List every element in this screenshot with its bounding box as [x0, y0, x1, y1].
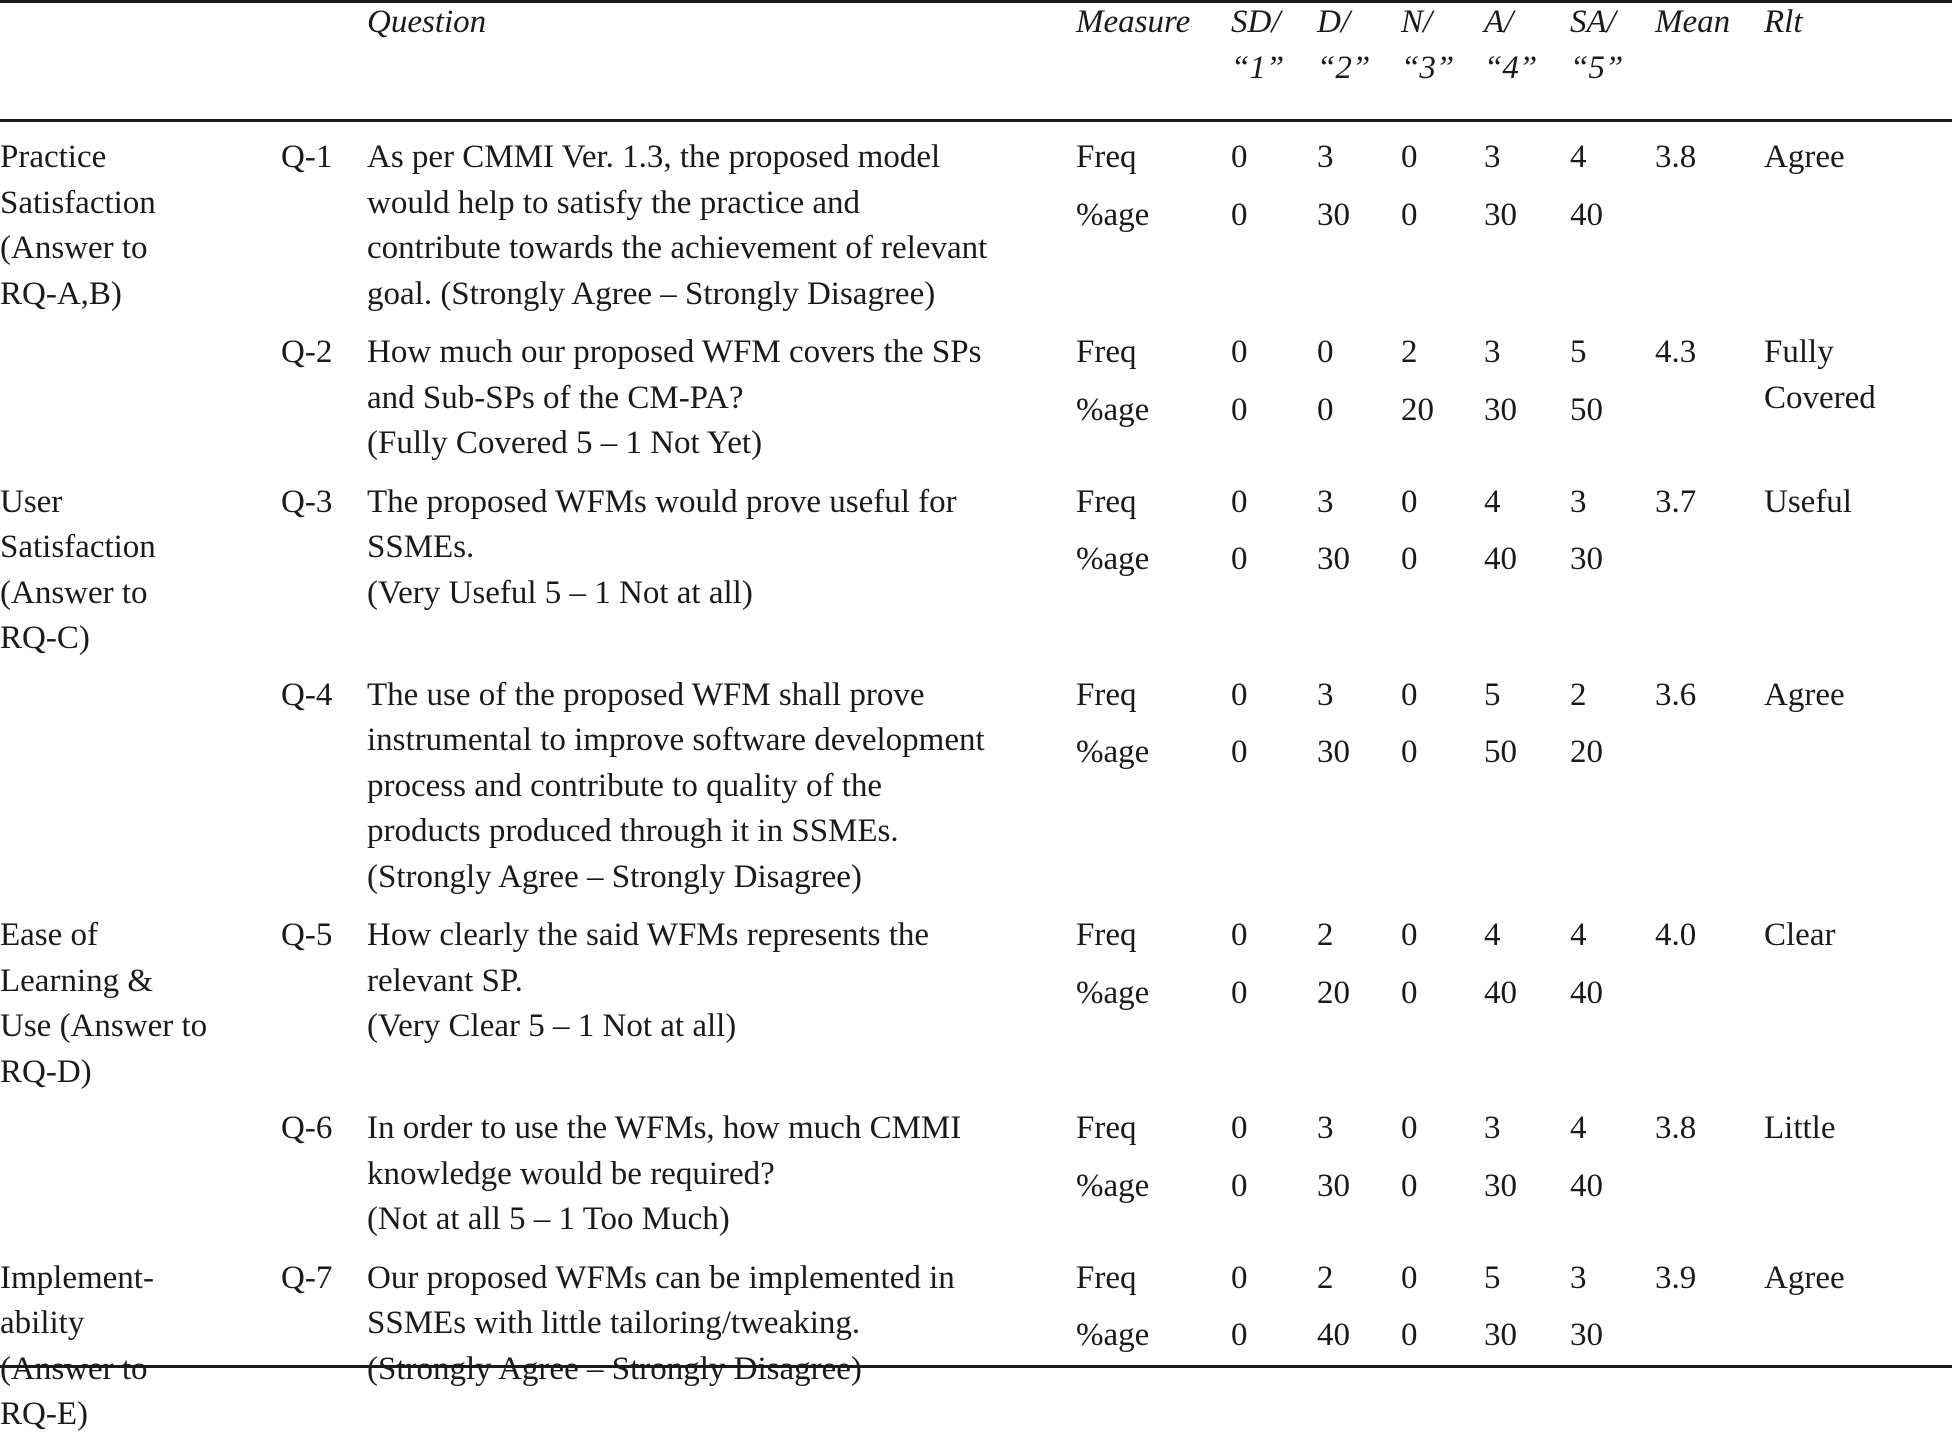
category-line: Practice: [0, 139, 107, 175]
sa-value: 4: [1570, 139, 1587, 175]
header-category: [0, 0, 281, 122]
a-cell: [1484, 469, 1570, 662]
category-line: Implement-: [0, 1259, 154, 1296]
category-cell: [0, 469, 281, 662]
n-value: 0: [1401, 974, 1418, 1011]
question-id-cell: Q-3: [281, 483, 333, 520]
measure-value: Freq: [1076, 483, 1137, 520]
a-cell: [1484, 902, 1570, 1095]
question-line: relevant SP.: [367, 962, 523, 999]
n-value: 0: [1401, 734, 1418, 770]
a-value: 30: [1484, 196, 1517, 233]
category-line: Use (Answer to: [0, 1008, 208, 1044]
n-value: 0: [1401, 483, 1418, 520]
sd-cell: [1231, 469, 1317, 662]
a-value: 4: [1484, 917, 1501, 953]
d-value: 20: [1317, 974, 1350, 1011]
category-line: (Answer to: [0, 574, 148, 611]
table-body: [0, 122, 1952, 1438]
measure-value: Freq: [1076, 139, 1137, 175]
sd-value: 0: [1231, 541, 1248, 577]
n-cell: [1401, 1245, 1484, 1438]
category-line: RQ-C): [0, 620, 90, 656]
result-cell: [1764, 902, 1952, 1095]
measure-value: Freq: [1076, 676, 1137, 713]
sd-value: 0: [1231, 483, 1248, 520]
sa-cell: [1570, 902, 1655, 1095]
question-line: (Very Useful 5 – 1 Not at all): [367, 574, 753, 611]
a-cell: [1484, 662, 1570, 903]
sd-value: 0: [1231, 1110, 1248, 1146]
a-value: 5: [1484, 1259, 1501, 1296]
n-value: 0: [1401, 1110, 1418, 1146]
sd-value: 0: [1231, 676, 1248, 713]
a-cell: [1484, 1095, 1570, 1245]
header-sa-label: SA/: [1570, 4, 1616, 40]
sd-cell: [1231, 122, 1317, 319]
sd-value: 0: [1231, 334, 1248, 370]
sa-value: 5: [1570, 334, 1587, 370]
measure-value: %age: [1076, 974, 1150, 1011]
question-line: As per CMMI Ver. 1.3, the proposed model: [367, 139, 941, 175]
category-line: User: [0, 483, 63, 520]
a-value: 30: [1484, 1317, 1517, 1353]
category-cell: [0, 1095, 281, 1245]
measure-value: %age: [1076, 541, 1150, 577]
mean-cell: 3.8: [1655, 1110, 1697, 1146]
sd-value: 0: [1231, 1317, 1248, 1353]
question-line: How clearly the said WFMs represents the: [367, 917, 930, 953]
result-line: Agree: [1764, 1259, 1845, 1296]
sa-value: 40: [1570, 196, 1603, 233]
sa-cell: [1570, 469, 1655, 662]
category-line: Satisfaction: [0, 184, 156, 221]
question-line: contribute towards the achievement of relevant: [367, 230, 988, 266]
d-value: 0: [1317, 334, 1334, 370]
table-row: [0, 319, 1952, 469]
a-value: 30: [1484, 391, 1517, 428]
result-cell: [1764, 1245, 1952, 1438]
header-sd-label: SD/: [1231, 4, 1281, 40]
sd-value: 0: [1231, 391, 1248, 428]
result-line: Clear: [1764, 917, 1836, 953]
table-row: [0, 122, 1952, 319]
category-line: RQ-A,B): [0, 275, 122, 312]
d-value: 30: [1317, 196, 1350, 233]
d-value: 3: [1317, 483, 1334, 520]
question-line: (Fully Covered 5 – 1 Not Yet): [367, 425, 763, 461]
measure-value: Freq: [1076, 334, 1137, 370]
question-id-cell: Q-6: [281, 1110, 333, 1146]
sa-value: 4: [1570, 1110, 1587, 1146]
table-header: [0, 0, 1952, 122]
result-line: Covered: [1764, 379, 1876, 416]
result-cell: [1764, 469, 1952, 662]
n-cell: [1401, 902, 1484, 1095]
d-cell: [1317, 122, 1401, 319]
question-line: knowledge would be required?: [367, 1155, 775, 1192]
header-measure: Measure: [1076, 4, 1191, 40]
n-value: 0: [1401, 541, 1418, 577]
n-value: 0: [1401, 139, 1418, 175]
d-cell: [1317, 319, 1401, 469]
n-value: 0: [1401, 917, 1418, 953]
question-id-cell: Q-5: [281, 917, 333, 953]
category-cell: [0, 1245, 281, 1438]
question-line: (Strongly Agree – Strongly Disagree): [367, 858, 862, 895]
category-cell: [0, 662, 281, 903]
question-cell: [367, 319, 1076, 469]
category-line: RQ-E): [0, 1396, 88, 1432]
sa-value: 40: [1570, 1167, 1603, 1204]
a-value: 3: [1484, 334, 1501, 370]
sa-value: 3: [1570, 483, 1587, 520]
measure-cell: [1076, 1095, 1231, 1245]
n-cell: [1401, 1095, 1484, 1245]
category-cell: [0, 319, 281, 469]
sd-cell: [1231, 662, 1317, 903]
sd-value: 0: [1231, 1167, 1248, 1204]
sa-value: 30: [1570, 1317, 1603, 1353]
measure-cell: [1076, 122, 1231, 319]
n-value: 0: [1401, 1317, 1418, 1353]
a-value: 4: [1484, 483, 1501, 520]
n-cell: [1401, 662, 1484, 903]
mean-cell: 3.9: [1655, 1259, 1697, 1296]
table-row: [0, 1245, 1952, 1438]
d-value: 30: [1317, 1167, 1350, 1204]
sa-cell: [1570, 1245, 1655, 1438]
d-cell: [1317, 1095, 1401, 1245]
result-cell: [1764, 122, 1952, 319]
category-cell: [0, 122, 281, 319]
d-cell: [1317, 662, 1401, 903]
d-value: 3: [1317, 676, 1334, 713]
n-cell: [1401, 319, 1484, 469]
measure-value: %age: [1076, 734, 1150, 770]
sd-value: 0: [1231, 196, 1248, 233]
question-cell: [367, 902, 1076, 1095]
header-a: [1484, 0, 1570, 122]
measure-cell: [1076, 1245, 1231, 1438]
category-line: Satisfaction: [0, 529, 156, 565]
question-line: instrumental to improve software development: [367, 722, 985, 758]
sa-cell: [1570, 662, 1655, 903]
d-cell: [1317, 902, 1401, 1095]
sd-value: 0: [1231, 917, 1248, 953]
question-id-cell: Q-2: [281, 334, 333, 370]
sd-cell: [1231, 319, 1317, 469]
result-line: Little: [1764, 1110, 1836, 1146]
d-value: 2: [1317, 1259, 1334, 1296]
sd-value: 0: [1231, 139, 1248, 175]
result-cell: [1764, 1095, 1952, 1245]
d-value: 30: [1317, 541, 1350, 577]
question-line: would help to satisfy the practice and: [367, 184, 861, 221]
header-sd: [1231, 0, 1317, 122]
question-line: and Sub-SPs of the CM-PA?: [367, 379, 744, 416]
mean-cell: 3.6: [1655, 676, 1697, 713]
result-cell: [1764, 662, 1952, 903]
question-id-cell: Q-1: [281, 139, 333, 175]
header-sd-code: “1”: [1231, 49, 1285, 86]
result-line: Fully: [1764, 334, 1834, 370]
sd-value: 0: [1231, 1259, 1248, 1296]
question-line: SSMEs with little tailoring/tweaking.: [367, 1305, 861, 1341]
question-line: (Not at all 5 – 1 Too Much): [367, 1201, 730, 1237]
table-row: [0, 902, 1952, 1095]
header-n: [1401, 0, 1484, 122]
result-line: Agree: [1764, 676, 1845, 713]
sa-cell: [1570, 1095, 1655, 1245]
category-line: ability: [0, 1305, 85, 1341]
header-d-code: “2”: [1317, 49, 1371, 86]
category-line: RQ-D): [0, 1053, 92, 1090]
sa-value: 50: [1570, 391, 1603, 428]
result-line: Agree: [1764, 139, 1845, 175]
header-n-label: N/: [1401, 4, 1433, 40]
question-line: goal. (Strongly Agree – Strongly Disagree): [367, 275, 936, 312]
question-line: (Strongly Agree – Strongly Disagree): [367, 1350, 862, 1387]
question-id-cell: Q-7: [281, 1259, 333, 1296]
sa-value: 30: [1570, 541, 1603, 577]
header-question: Question: [367, 4, 487, 40]
question-line: The proposed WFMs would prove useful for: [367, 483, 957, 520]
category-line: Ease of: [0, 917, 99, 953]
d-value: 0: [1317, 391, 1334, 428]
category-line: Learning &: [0, 962, 154, 999]
d-cell: [1317, 469, 1401, 662]
measure-cell: [1076, 902, 1231, 1095]
header-rlt: Rlt: [1764, 4, 1803, 40]
a-value: 3: [1484, 139, 1501, 175]
category-cell: [0, 902, 281, 1095]
question-cell: [367, 1245, 1076, 1438]
sa-value: 20: [1570, 734, 1603, 770]
d-value: 30: [1317, 734, 1350, 770]
question-line: (Very Clear 5 – 1 Not at all): [367, 1008, 737, 1044]
mean-cell: 3.7: [1655, 483, 1697, 520]
question-cell: [367, 122, 1076, 319]
a-value: 30: [1484, 1167, 1517, 1204]
sd-value: 0: [1231, 734, 1248, 770]
mean-cell: 4.3: [1655, 334, 1697, 370]
header-a-label: A/: [1484, 4, 1514, 40]
table-row: [0, 469, 1952, 662]
n-cell: [1401, 122, 1484, 319]
category-line: (Answer to: [0, 230, 148, 266]
result-cell: [1764, 319, 1952, 469]
sd-value: 0: [1231, 974, 1248, 1011]
d-value: 40: [1317, 1317, 1350, 1353]
a-value: 50: [1484, 734, 1517, 770]
sa-value: 3: [1570, 1259, 1587, 1296]
mean-cell: 3.8: [1655, 139, 1697, 175]
question-line: process and contribute to quality of the: [367, 767, 883, 804]
question-line: products produced through it in SSMEs.: [367, 813, 899, 849]
n-value: 0: [1401, 1259, 1418, 1296]
d-value: 2: [1317, 917, 1334, 953]
header-d-label: D/: [1317, 4, 1350, 40]
question-line: SSMEs.: [367, 529, 475, 565]
a-cell: [1484, 1245, 1570, 1438]
table-row: [0, 662, 1952, 903]
a-value: 3: [1484, 1110, 1501, 1146]
n-value: 20: [1401, 391, 1434, 428]
header-row: [0, 0, 1952, 122]
header-d: [1317, 0, 1401, 122]
measure-cell: [1076, 662, 1231, 903]
header-qid: [281, 0, 367, 122]
measure-value: %age: [1076, 1167, 1150, 1204]
result-line: Useful: [1764, 483, 1852, 520]
n-value: 0: [1401, 196, 1418, 233]
sa-cell: [1570, 319, 1655, 469]
sa-cell: [1570, 122, 1655, 319]
a-cell: [1484, 319, 1570, 469]
a-value: 5: [1484, 676, 1501, 713]
measure-value: %age: [1076, 391, 1150, 428]
measure-value: %age: [1076, 196, 1150, 233]
question-line: The use of the proposed WFM shall prove: [367, 676, 925, 713]
a-cell: [1484, 122, 1570, 319]
category-line: (Answer to: [0, 1350, 148, 1387]
n-value: 0: [1401, 1167, 1418, 1204]
question-cell: [367, 1095, 1076, 1245]
measure-value: Freq: [1076, 1259, 1137, 1296]
header-mean: Mean: [1655, 4, 1731, 40]
d-value: 3: [1317, 1110, 1334, 1146]
header-a-code: “4”: [1484, 49, 1538, 86]
question-line: Our proposed WFMs can be implemented in: [367, 1259, 955, 1296]
measure-cell: [1076, 319, 1231, 469]
sa-value: 40: [1570, 974, 1603, 1011]
d-value: 3: [1317, 139, 1334, 175]
d-cell: [1317, 1245, 1401, 1438]
sd-cell: [1231, 1245, 1317, 1438]
measure-value: %age: [1076, 1317, 1150, 1353]
n-value: 0: [1401, 676, 1418, 713]
a-value: 40: [1484, 541, 1517, 577]
n-value: 2: [1401, 334, 1418, 370]
header-sa-code: “5”: [1570, 49, 1624, 86]
n-cell: [1401, 469, 1484, 662]
question-line: In order to use the WFMs, how much CMMI: [367, 1110, 962, 1146]
sd-cell: [1231, 902, 1317, 1095]
measure-value: Freq: [1076, 1110, 1137, 1146]
measure-value: Freq: [1076, 917, 1137, 953]
sa-value: 4: [1570, 917, 1587, 953]
header-sa: [1570, 0, 1655, 122]
a-value: 40: [1484, 974, 1517, 1011]
question-line: How much our proposed WFM covers the SPs: [367, 334, 982, 370]
sa-value: 2: [1570, 676, 1587, 713]
question-cell: [367, 662, 1076, 903]
question-cell: [367, 469, 1076, 662]
question-id-cell: Q-4: [281, 676, 333, 713]
mean-cell: 4.0: [1655, 917, 1697, 953]
header-n-code: “3”: [1401, 49, 1455, 86]
measure-cell: [1076, 469, 1231, 662]
table-row: [0, 1095, 1952, 1245]
sd-cell: [1231, 1095, 1317, 1245]
